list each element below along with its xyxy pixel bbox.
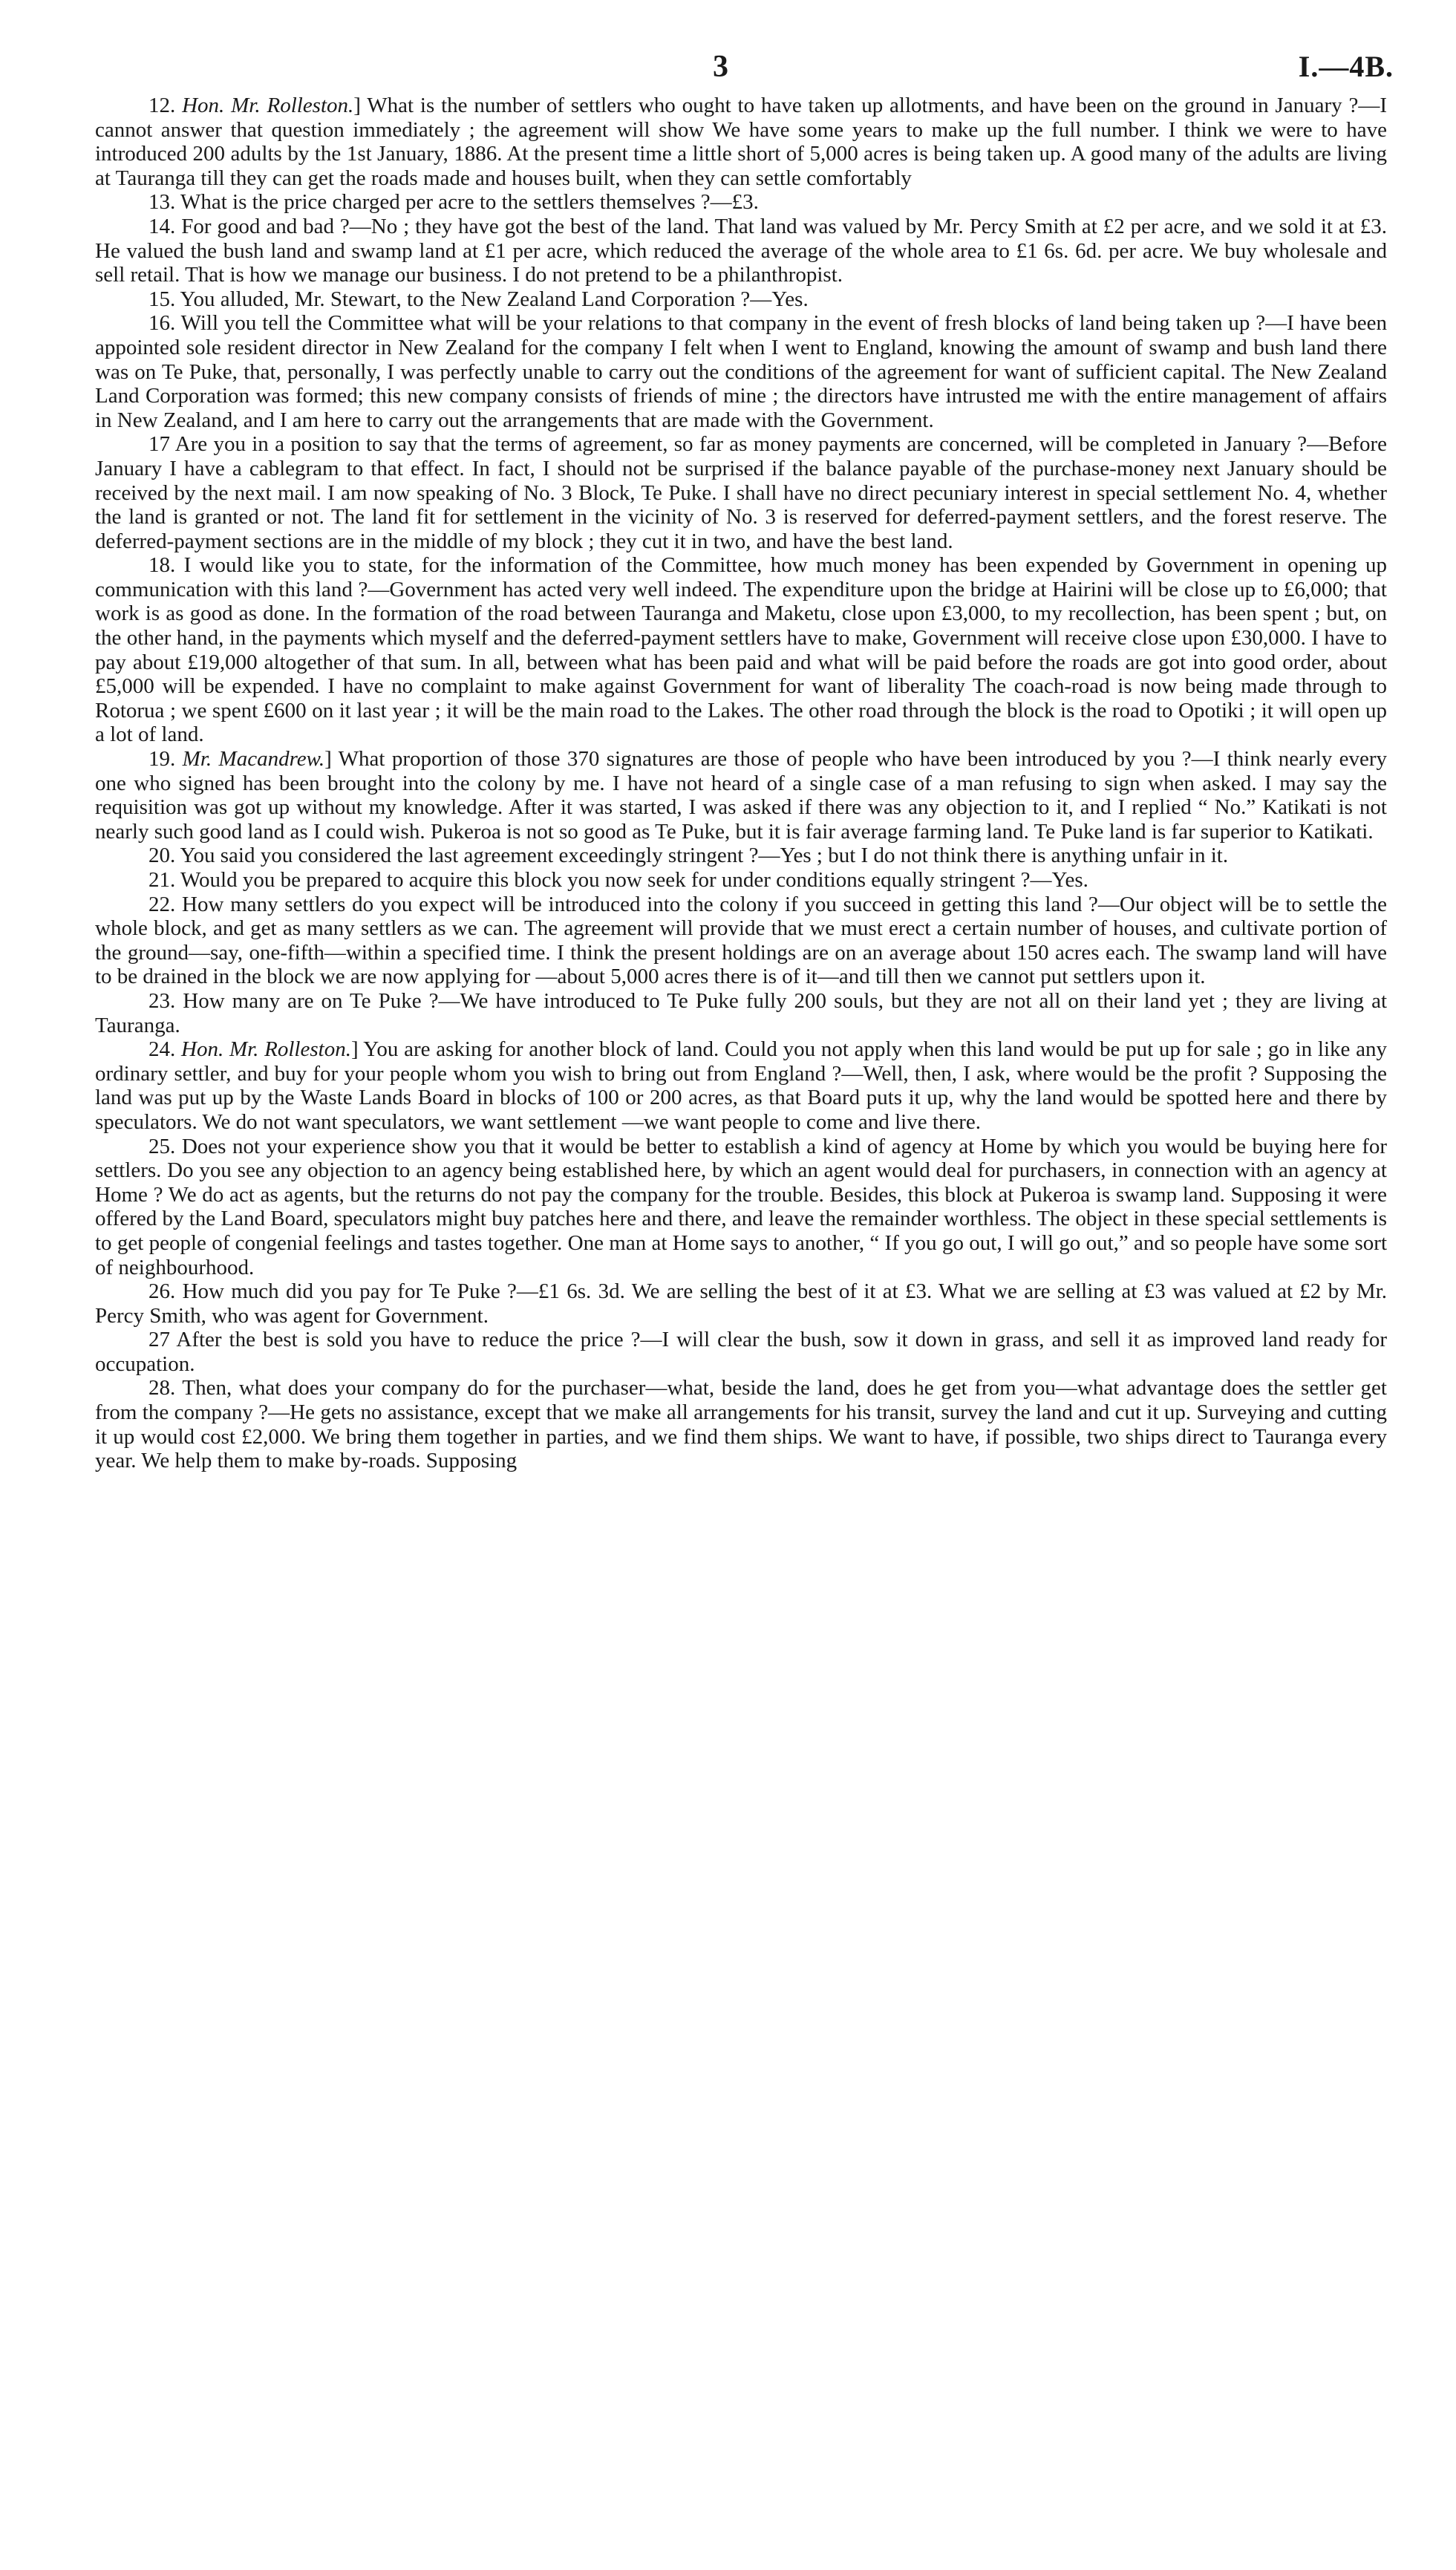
- question-paragraph-25: [95, 1135, 1387, 1280]
- question-paragraph-13: [95, 190, 1387, 215]
- paragraph-text: ] What proportion of those 370 signatures are those of people who have been introduced by you ?—I think nearly every one who signed has been brought into the colony by me. I have not heard of a single case of a man refusing to sign when asked. I may say the requisition was got up without my knowledge. After it was started, I was asked if there was any objection to it, and I replied “ No.” Katikati is not nearly such good land as I could wish. Pukeroa is not so good as Te Puke, but it is fair average farming land. Te Puke land is far superior to Katikati.: [95, 747, 1387, 844]
- page-number: 3: [713, 50, 728, 84]
- question-paragraph-14: [95, 215, 1387, 287]
- question-number: 12.: [148, 94, 176, 117]
- question-number: 15.: [148, 287, 176, 311]
- question-number: 19.: [148, 747, 176, 772]
- paragraph-text: You said you considered the last agreement exceedingly stringent ?—Yes ; but I do not think there is anything unfair in it.: [180, 844, 1229, 868]
- paragraph-text: What is the price charged per acre to the settlers themselves ?—£3.: [180, 190, 759, 215]
- question-paragraph-23: [95, 989, 1387, 1037]
- question-number: 20.: [148, 844, 176, 868]
- question-paragraph-19: [95, 747, 1387, 844]
- page-header: [0, 49, 1456, 94]
- question-number: 24.: [148, 1037, 176, 1062]
- paragraph-text: Will you tell the Committee what will be your relations to that company in the event of fresh blocks of land being taken up ?—I have been appointed sole resident director in New Zealand for the company I felt when I went to England, knowing the amount of swamp and bush land there was on Te Puke, that, personally, I was perfectly unable to carry out the conditions of the agreement for want of sufficient capital. The New Zealand Land Corporation was formed; this new company consists of friends of mine ; the directors have intrusted me with the entire management of affairs in New Zealand, and I am here to carry out the arrangements that are made with the Government.: [95, 311, 1388, 432]
- paragraph-text: You alluded, Mr. Stewart, to the New Zealand Land Corporation ?—Yes.: [180, 287, 809, 311]
- question-paragraph-20: [95, 844, 1387, 868]
- question-number: 26.: [148, 1279, 176, 1304]
- paragraph-text: For good and bad ?—No ; they have got the best of the land. That land was valued by Mr. Percy Smith at £2 per acre, and we sold it at £3. He valued the bush land and swamp land at £1 per acre, which reduced the average of the whole area to £1 6s. 6d. per acre. We buy wholesale and sell retail. That is how we manage our business. I do not pretend to be a philanthropist.: [95, 214, 1388, 287]
- question-number: 28.: [148, 1376, 176, 1400]
- speaker-name: Mr. Macandrew.: [182, 747, 325, 772]
- question-paragraph-27: [95, 1328, 1387, 1376]
- question-paragraph-15: [95, 287, 1387, 312]
- question-number: 25.: [148, 1134, 176, 1158]
- question-number: 21.: [148, 868, 176, 892]
- paragraph-text: Would you be prepared to acquire this block you now seek for under conditions equally stringent ?—Yes.: [180, 868, 1088, 892]
- question-number: 27: [148, 1328, 170, 1352]
- question-number: 23.: [148, 988, 176, 1013]
- minutes-of-evidence: [95, 94, 1387, 1473]
- paragraph-text: I would like you to state, for the information of the Committee, how much money has been expended by Government in opening up communication with this land ?—Government has acted very well indeed. The expenditure upon the bridge at Hairini will be close up to £6,000; that work is as good as done. In the formation of the road between Tauranga and Maketu, close upon £3,000, to my recollection, has been spent ; but, on the other hand, in the payments which myself and the deferred-payment settlers have to make, Government will receive close upon £30,000. I have to pay about £19,000 altogether of that sum. In all, between what has been paid and what will be paid before the roads are got into good order, about £5,000 will be expended. I have no complaint to make against Government for want of liberality The coach-road is now being made through to Rotorua ; we spent £600 on it last year ; it will be the main road to the Lakes. The other road through the block is the road to Opotiki ; it will open up a lot of land.: [95, 553, 1388, 747]
- paragraph-text: ] What is the number of settlers who ought to have taken up allotments, and have been on the ground in January ?—I cannot answer that question immediately ; the agreement will show We have some years to make up the full number. I think we were to have introduced 200 adults by the 1st January, 1886. At the present time a little short of 5,000 acres is being taken up. A good many of the adults are living at Tauranga till they can get the roads made and houses built, when they can settle comfortably: [95, 94, 1387, 190]
- question-paragraph-24: [95, 1037, 1387, 1134]
- paragraph-text: How many are on Te Puke ?—We have introduced to Te Puke fully 200 souls, but they are not all on their land yet ; they are living at Tauranga.: [95, 988, 1387, 1037]
- question-paragraph-17: [95, 432, 1387, 553]
- question-paragraph-16: [95, 311, 1387, 432]
- question-number: 13.: [148, 190, 176, 215]
- speaker-name: Hon. Mr. Rolleston.: [181, 1037, 351, 1062]
- question-number: 14.: [148, 214, 176, 238]
- paragraph-text: Then, what does your company do for the purchaser—what, beside the land, does he get from you—what advantage does the settler get from the company ?—He gets no assistance, except that we make all arrangements for his transit, survey the land and cut it up. Surveying and cutting it up would cost £2,000. We bring them together in parties, and we find them ships. We want to have, if possible, two ships direct to Tauranga every year. We help them to make by-roads. Supposing: [95, 1376, 1387, 1473]
- document-reference: I.—4B.: [1298, 50, 1394, 83]
- question-number: 18.: [148, 553, 176, 578]
- speaker-name: Hon. Mr. Rolleston.: [182, 94, 354, 117]
- question-number: 16.: [148, 311, 176, 336]
- question-paragraph-12: [95, 94, 1387, 190]
- question-paragraph-21: [95, 868, 1387, 893]
- question-paragraph-26: [95, 1279, 1387, 1328]
- paragraph-text: ] You are asking for another block of land. Could you not apply when this land would be put up for sale ; go in like any ordinary settler, and buy for your people whom you wish to bring out from England ?—Well, then, I ask, where would be the profit ? Supposing the land was put up by the Waste Lands Board in blocks of 100 or 200 acres, as that Board puts it up, why the land would be spotted here and there by speculators. We do not want speculators, we want settlement —we want people to come and live there.: [95, 1037, 1388, 1134]
- question-paragraph-28: [95, 1376, 1387, 1472]
- paragraph-text: How much did you pay for Te Puke ?—£1 6s. 3d. We are selling the best of it at £3. What we are selling at £3 was valued at £2 by Mr. Percy Smith, who was agent for Government.: [95, 1279, 1387, 1328]
- question-number: 22.: [148, 892, 176, 916]
- question-paragraph-22: [95, 893, 1387, 989]
- paragraph-text: Are you in a position to say that the terms of agreement, so far as money payments are concerned, will be completed in January ?—Before January I have a cablegram to that effect. In fact, I should not be surprised if the balance payable of the purchase-money next January should be received by the next mail. I am now speaking of No. 3 Block, Te Puke. I shall have no direct pecuniary interest in special settlement No. 4, whether the land is granted or not. The land fit for settlement in the vicinity of No. 3 is reserved for deferred-payment settlers, and the forest reserve. The deferred-payment sections are in the middle of my block ; they cut it in two, and have the best land.: [95, 432, 1387, 553]
- question-number: 17: [148, 432, 170, 457]
- paragraph-text: After the best is sold you have to reduce the price ?—I will clear the bush, sow it down in grass, and sell it as improved land ready for occupation.: [95, 1328, 1388, 1376]
- paragraph-text: Does not your experience show you that it would be better to establish a kind of agency at Home by which you would be buying here for settlers. Do you see any objection to an agency being established here, by which an agent would deal for purchasers, in connection with an agency at Home ? We do act as agents, but the returns do not pay the company for the trouble. Besides, this block at Pukeroa is swamp land. Supposing it were offered by the Land Board, speculators might buy patches here and there, and leave the remainder worthless. The object in these special settlements is to get people of congenial feelings and tastes together. One man at Home says to another, “ If you go out, I will go out,” and so people have some sort of neighbourhood.: [95, 1134, 1388, 1279]
- question-paragraph-18: [95, 553, 1387, 747]
- paragraph-text: How many settlers do you expect will be introduced into the colony if you succeed in getting this land ?—Our object will be to settle the whole block, and get as many settlers as we can. The agreement will provide that we must erect a certain number of houses, and cultivate portion of the ground—say, one-fifth—within a specified time. I think the present holdings are on an average about 150 acres each. The swamp land will have to be drained in the block we are now applying for —about 5,000 acres there is of it—and till then we cannot put settlers upon it.: [95, 892, 1387, 989]
